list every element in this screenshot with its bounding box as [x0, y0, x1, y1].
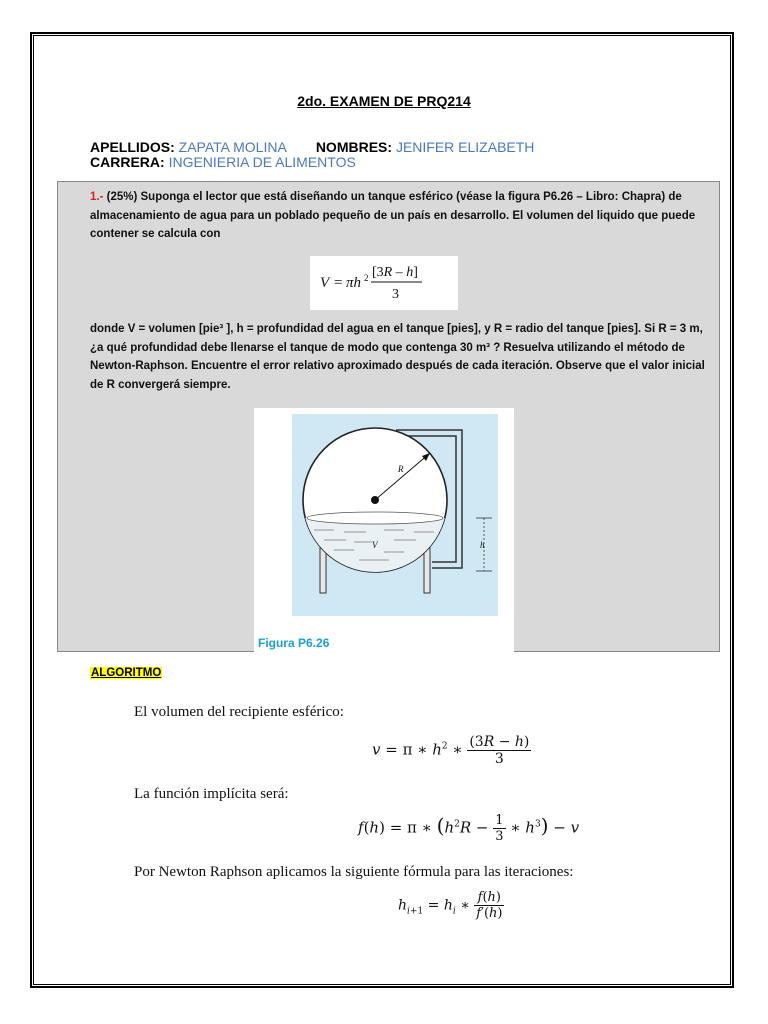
svg-text:πh: πh: [346, 275, 362, 291]
exam-title: 2do. EXAMEN DE PRQ214: [297, 93, 471, 109]
svg-text:V: V: [320, 275, 330, 291]
algorithm-line-newton: Por Newton Raphson aplicamos la siguiente fórmula para las iteraciones:: [134, 864, 574, 880]
algorithm-line-volume: El volumen del recipiente esférico:: [134, 704, 344, 720]
tank-figure-svg: [254, 408, 514, 652]
problem-number: 1.-: [90, 191, 104, 203]
figure-label-r: R: [398, 464, 404, 474]
apellidos-label: APELLIDOS:: [90, 139, 175, 155]
svg-text:3: 3: [392, 287, 399, 302]
figure-label-h: h: [480, 540, 485, 550]
algorithm-line-implicit: La función implícita será:: [134, 786, 289, 802]
volume-formula-svg: [310, 256, 458, 310]
nombres-value: JENIFER ELIZABETH: [395, 139, 535, 155]
svg-text:[3R – h]: [3R – h]: [372, 265, 418, 280]
svg-text:=: =: [334, 275, 343, 291]
implicit-function-equation: f(h) = π ∗ ($h^2R$ − $\frac{1}{3}$ ∗ $h^3) - v$: [358, 813, 580, 844]
nombres-label: NOMBRES:: [315, 139, 393, 155]
problem-description: donde V = volumen [pie³ ], h = profundidad del agua en el tanque [pies], y R = radio del tanque [pies]. Si R = 3 m, ¿a qué profundidad debe llenarse el tanque de modo que contenga 30 m³ ? Resuelva utilizando el método de Newton-Raphson. Encuentre el error relativo aproximado después de cada iteración. Observe que el valor inicial de R convergerá siempre.: [90, 323, 705, 391]
figure-label-v: V: [372, 540, 378, 550]
volume-formula-image: [310, 256, 458, 310]
volume-equation: v = π ∗ $h^2$ ∗ $\frac{(3R - h)}{3}$: [372, 734, 530, 767]
svg-text:2: 2: [364, 273, 369, 283]
carrera-value: INGENIERIA DE ALIMENTOS: [168, 154, 356, 170]
figure-caption: Figura P6.26: [258, 636, 330, 650]
newton-raphson-equation: $h_{i+1} = h_i$ ∗ $\frac{f(h)}{f'(h)}$: [398, 890, 503, 921]
problem-intro-text: (25%) Suponga el lector que está diseñando un tanque esférico (véase la figura P6.26 – Libro: Chapra) de almacenamiento de agua para un poblado pequeño de un país en desarrollo. El volumen del liquido que puede contener se calcula con: [90, 191, 696, 240]
problem-intro: [90, 188, 720, 244]
algorithm-heading: ALGORITMO: [91, 667, 162, 679]
carrera-label: CARRERA:: [90, 154, 165, 170]
header-names-row: [90, 140, 534, 154]
header-carrera-row: [90, 155, 356, 169]
tank-figure: [254, 408, 514, 652]
apellidos-value: ZAPATA MOLINA: [178, 139, 287, 155]
